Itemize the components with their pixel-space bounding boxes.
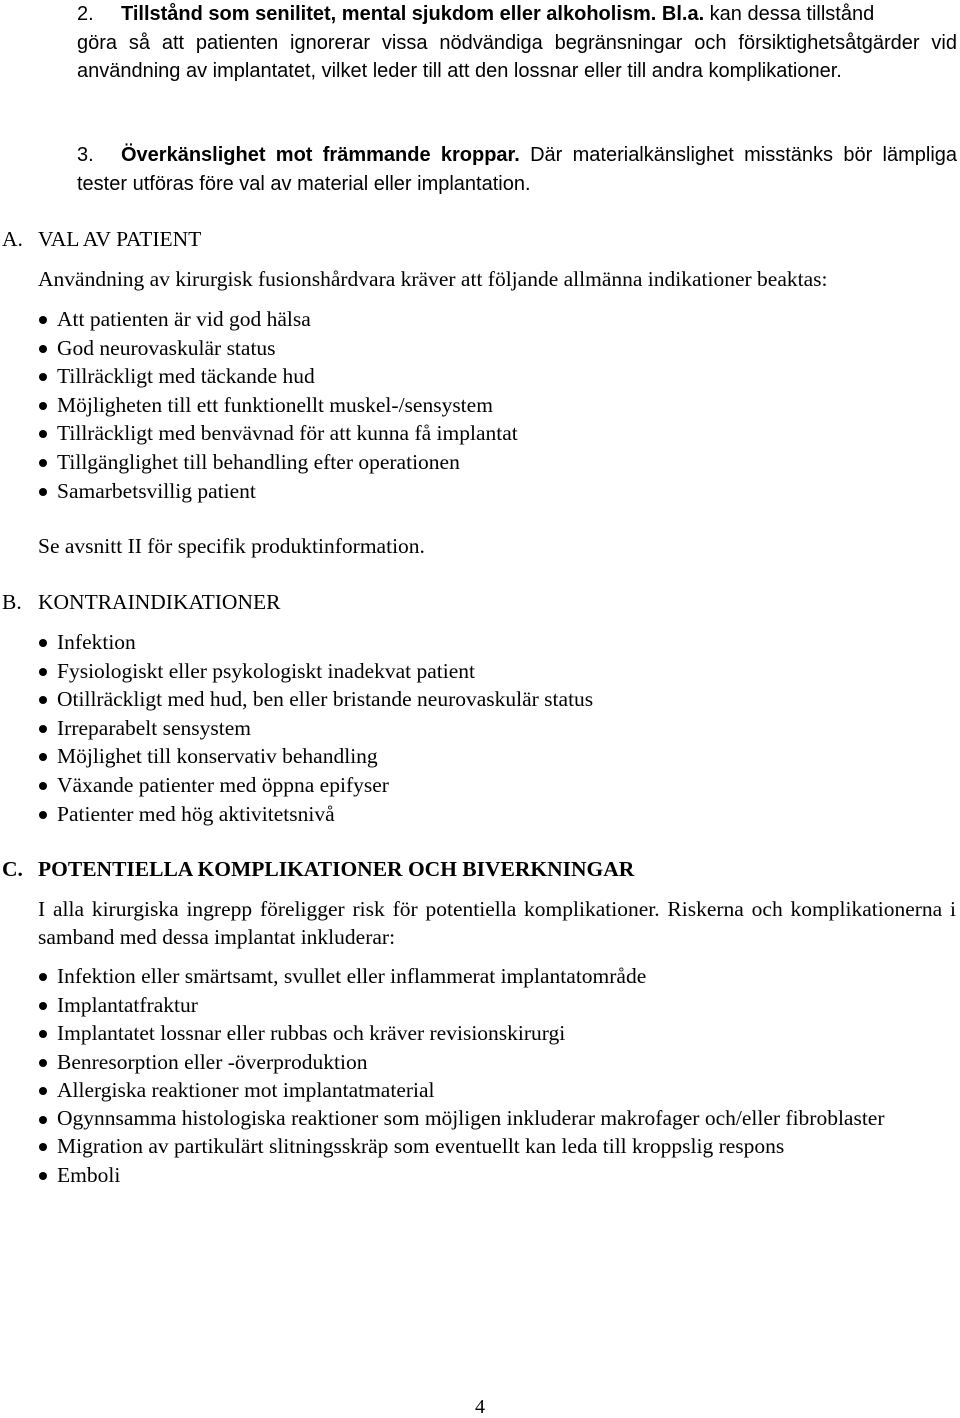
list-item: Implantatet lossnar eller rubbas och kräver revisionskirurgi [0, 1019, 958, 1048]
item-2 [77, 0, 957, 86]
list-item: Samarbetsvillig patient [0, 477, 958, 506]
list-item: Allergiska reaktioner mot implantatmaterial [0, 1076, 958, 1105]
bullet-icon [39, 668, 47, 676]
bullet-icon [39, 1116, 47, 1124]
bullet-icon [39, 753, 47, 761]
section-a-heading [2, 225, 201, 253]
list-item: God neurovaskulär status [0, 334, 958, 363]
section-b-letter: B. [2, 590, 22, 614]
bullet-icon [39, 639, 47, 647]
section-c-heading [2, 855, 634, 883]
bullet-icon [39, 402, 47, 410]
section-c-intro: I alla kirurgiska ingrepp föreligger risk för potentiella komplikationer. Riskerna och komplikationerna i samband med dessa implantat inkluderar: [38, 897, 956, 949]
bullet-icon [39, 811, 47, 819]
section-c-title: POTENTIELLA KOMPLIKATIONER OCH BIVERKNINGAR [38, 857, 635, 881]
list-item: Infektion eller smärtsamt, svullet eller inflammerat implantatområde [0, 962, 958, 991]
bullet-icon [39, 1143, 47, 1151]
section-a-letter: A. [2, 227, 23, 251]
list-item: Möjligheten till ett funktionellt muskel-/sensystem [0, 391, 958, 420]
bullet-icon [39, 696, 47, 704]
item-3-title: Överkänslighet mot främmande kroppar. [121, 144, 520, 166]
list-item: Otillräckligt med hud, ben eller bristande neurovaskulär status [0, 685, 958, 714]
item-3-text: Där materialkänslighet misstänks bör lämpliga tester utföras före val av material eller implantation. [77, 144, 958, 195]
item-2-number: 2. [77, 3, 94, 25]
list-item: Irreparabelt sensystem [0, 714, 958, 743]
list-item: Tillgänglighet till behandling efter operationen [0, 448, 958, 477]
list-item: Tillräckligt med täckande hud [0, 362, 958, 391]
section-a-intro: Användning av kirurgisk fusionshårdvara kräver att följande allmänna indikationer beaktas: [38, 267, 828, 291]
section-a-list [0, 305, 958, 505]
list-item: Migration av partikulärt slitningsskräp som eventuellt kan leda till kroppslig respons [0, 1132, 958, 1161]
list-item: Ogynnsamma histologiska reaktioner som möjligen inkluderar makrofager och/eller fibroblaster [0, 1105, 958, 1132]
item-3 [77, 141, 957, 198]
bullet-icon [39, 345, 47, 353]
section-c-letter: C. [2, 857, 23, 881]
item-2-title: Tillstånd som senilitet, mental sjukdom eller alkoholism. Bl.a. [121, 3, 705, 25]
section-b-heading [2, 588, 280, 616]
bullet-icon [39, 973, 47, 981]
page-number: 4 [475, 1396, 485, 1418]
list-item: Att patienten är vid god hälsa [0, 305, 958, 334]
item-3-number: 3. [77, 144, 94, 166]
list-item: Emboli [0, 1161, 958, 1190]
bullet-icon [39, 373, 47, 381]
list-item: Benresorption eller -överproduktion [0, 1048, 958, 1077]
bullet-icon [39, 1030, 47, 1038]
list-item: Växande patienter med öppna epifyser [0, 771, 958, 800]
bullet-icon [39, 782, 47, 790]
section-c-list [0, 962, 958, 1189]
section-b-list [0, 628, 958, 828]
section-a-title: VAL AV PATIENT [38, 227, 202, 251]
bullet-icon [39, 459, 47, 467]
section-b-title: KONTRAINDIKATIONER [38, 590, 281, 614]
list-item: Möjlighet till konservativ behandling [0, 742, 958, 771]
list-item: Implantatfraktur [0, 991, 958, 1020]
bullet-icon [39, 488, 47, 496]
bullet-icon [39, 725, 47, 733]
bullet-icon [39, 316, 47, 324]
section-a-note: Se avsnitt II för specifik produktinformation. [38, 534, 425, 558]
bullet-icon [39, 430, 47, 438]
list-item: Patienter med hög aktivitetsnivå [0, 800, 958, 829]
bullet-icon [39, 1002, 47, 1010]
item-2-text: göra så att patienten ignorerar vissa nödvändiga begränsningar och försiktighetsåtgärder vid användning av implantatet, vilket leder till att den lossnar eller till andra komplikationer. [77, 31, 957, 82]
list-item: Fysiologiskt eller psykologiskt inadekvat patient [0, 657, 958, 686]
bullet-icon [39, 1087, 47, 1095]
list-item: Tillräckligt med benvävnad för att kunna få implantat [0, 419, 958, 448]
item-2-text-line1: kan dessa tillstånd [704, 3, 875, 25]
bullet-icon [39, 1059, 47, 1067]
list-item: Infektion [0, 628, 958, 657]
bullet-icon [39, 1172, 47, 1180]
